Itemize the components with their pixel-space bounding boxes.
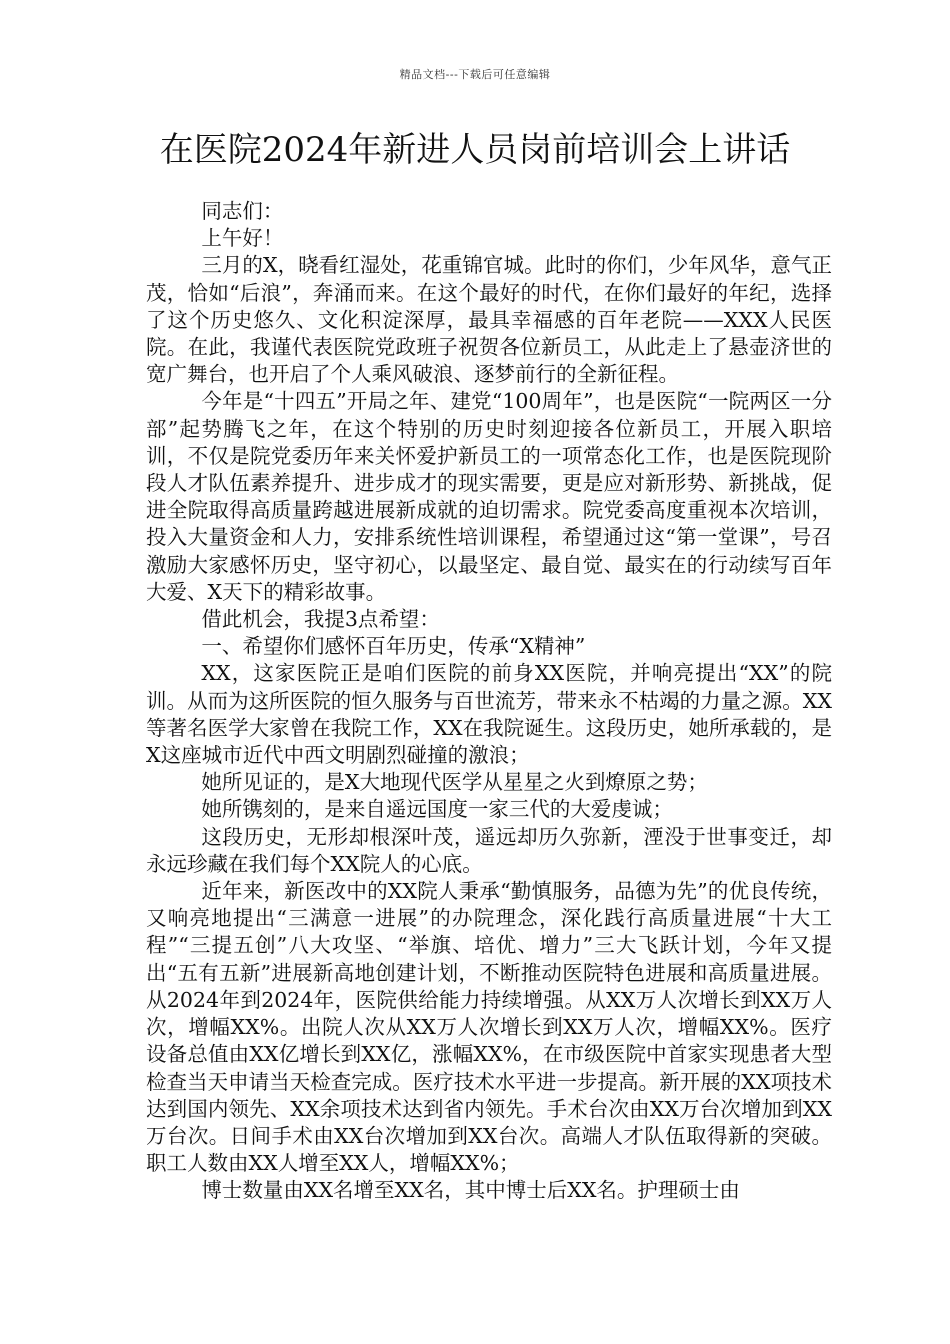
salutation: 同志们： <box>201 199 284 223</box>
header-note: 精品文档---下载后可任意编辑 <box>399 68 551 81</box>
body-paragraph: 三月的X，晓看红湿处，花重锦官城。此时的你们，少年风华，意气正茂，恰如“后浪”，奔涌而来。在这个最好的时代，在你们最好的年纪，选择了这个历史悠久、文化积淀深厚，最具幸福感的百年老院——XXX人民医院。在此，我谨代表医院党政班子祝贺各位新员工，从此走上了悬壶济世的宽广舞台，也开启了个人乘风破浪、逐梦前行的全新征程。 <box>146 253 832 387</box>
greeting: 上午好！ <box>201 226 284 251</box>
section-heading: 一、希望你们感怀百年历史，传承“X精神” <box>201 634 586 659</box>
body-paragraph: 博士数量由XX名增至XX名，其中博士后XX名。护理硕士由 <box>201 1178 740 1203</box>
body-paragraph: 她所见证的，是X大地现代医学从星星之火到燎原之势； <box>201 770 708 795</box>
document-title: 在医院2024年新进人员岗前培训会上讲话 <box>159 130 791 170</box>
body-paragraph: 她所镌刻的，是来自遥远国度一家三代的大爱虔诚； <box>201 797 673 822</box>
body-paragraph: XX，这家医院正是咱们医院的前身XX医院，并响亮提出“XX”的院训。从而为这所医院的恒久服务与百世流芳，带来永不枯竭的力量之源。XX等著名医学大家曾在我院工作，XX在我院诞生。这段历史，她所承载的，是X这座城市近代中西文明剧烈碰撞的激浪； <box>146 661 832 768</box>
document-body <box>146 198 832 1205</box>
body-paragraph: 今年是“十四五”开局之年、建党“100周年”，也是医院“一院两区一分部”起势腾飞之年，在这个特别的历史时刻迎接各位新员工，开展入职培训，不仅是院党委历年来关怀爱护新员工的一项常态化工作，也是医院现阶段人才队伍素养提升、进步成才的现实需要，更是应对新形势、新挑战，促进全院取得高质量跨越进展新成就的迫切需求。院党委高度重视本次培训，投入大量资金和人力，安排系统性培训课程，希望通过这“第一堂课”，号召激励大家感怀历史，坚守初心，以最坚定、最自觉、最实在的行动续写百年大爱、X天下的精彩故事。 <box>146 389 832 604</box>
body-paragraph: 借此机会，我提3点希望： <box>201 607 440 632</box>
body-paragraph: 这段历史，无形却根深叶茂，遥远却历久弥新，湮没于世事变迁，却永远珍藏在我们每个XX院人的心底。 <box>146 824 832 876</box>
body-paragraph: 近年来，新医改中的XX院人秉承“勤慎服务，品德为先”的优良传统，又响亮地提出“三满意一进展”的办院理念，深化践行高质量进展“十大工程”“三提五创”八大攻坚、“举旗、培优、增力”三大飞跃计划，今年又提出“五有五新”进展新高地创建计划，不断推动医院特色进展和高质量进展。从2024年到2024年，医院供给能力持续增强。从XX万人次增长到XX万人次，增幅XX%。出院人次从XX万人次增长到XX万人次，增幅XX%。医疗设备总值由XX亿增长到XX亿，涨幅XX%，在市级医院中首家实现患者大型检查当天申请当天检查完成。医疗技术水平进一步提高。新开展的XX项技术达到国内领先、XX余项技术达到省内领先。手术台次由XX万台次增加到XX万台次。日间手术由XX台次增加到XX台次。高端人才队伍取得新的突破。职工人数由XX人增至XX人，增幅XX%； <box>146 879 832 1176</box>
